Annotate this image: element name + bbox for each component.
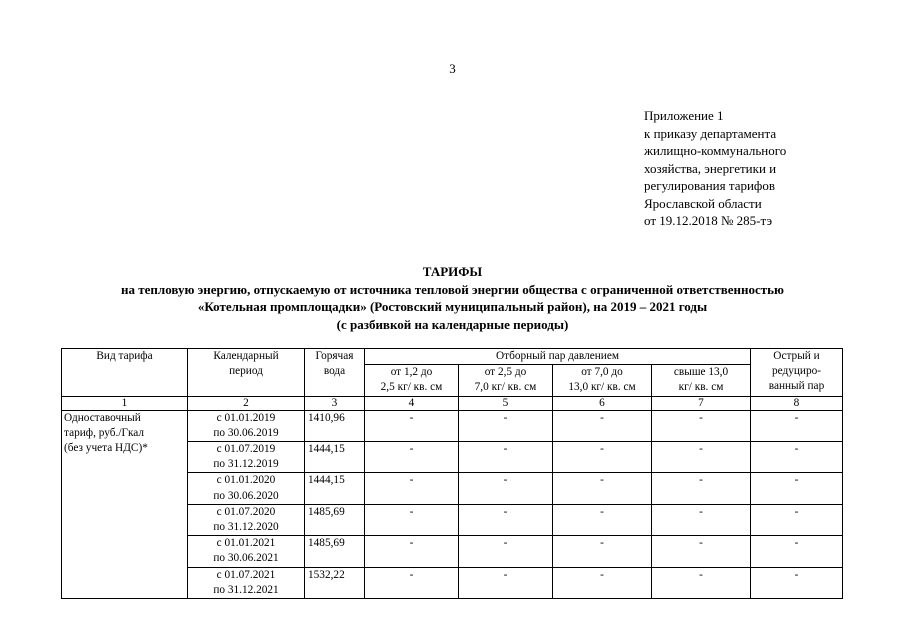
- column-number: 2: [188, 396, 305, 410]
- header-hot-water: Горячая вода: [305, 349, 365, 397]
- steam-4-cell: -: [652, 410, 751, 441]
- page-number: 3: [449, 61, 456, 76]
- title-line: «Котельная промплощадки» (Ростовский муниципальный район), на 2019 – 2021 годы: [197, 299, 708, 314]
- header-steam-2: от 2,5 до 7,0 кг/ кв. см: [459, 365, 553, 396]
- header-steam-group: Отборный пар давлением: [365, 349, 751, 365]
- appendix-line: к приказу департамента: [644, 125, 777, 141]
- steam-4-cell: -: [652, 473, 751, 504]
- sharp-steam-cell: -: [751, 442, 843, 473]
- steam-3-cell: -: [553, 567, 652, 598]
- header-sharp-steam: Острый и редуциро- ванный пар: [751, 349, 843, 397]
- table-row: [62, 410, 843, 441]
- column-number: 5: [459, 396, 553, 410]
- steam-4-cell: -: [652, 442, 751, 473]
- appendix-line: регулирования тарифов: [644, 178, 775, 193]
- steam-3-cell: -: [553, 504, 652, 535]
- steam-2-cell: -: [459, 473, 553, 504]
- sharp-steam-cell: -: [751, 536, 843, 567]
- sharp-steam-cell: -: [751, 567, 843, 598]
- hot-water-cell: 1485,69: [305, 504, 365, 535]
- header-steam-4: свыше 13,0 кг/ кв. см: [652, 365, 751, 396]
- period-cell: с 01.07.2020 по 31.12.2020: [188, 504, 305, 535]
- steam-1-cell: -: [365, 567, 459, 598]
- column-number: 6: [553, 396, 652, 410]
- sharp-steam-cell: -: [751, 410, 843, 441]
- title-line: (с разбивкой на календарные периоды): [336, 316, 569, 332]
- title-heading: ТАРИФЫ: [422, 264, 483, 279]
- period-cell: с 01.07.2021 по 31.12.2021: [188, 567, 305, 598]
- hot-water-cell: 1485,69: [305, 536, 365, 567]
- period-cell: с 01.07.2019 по 31.12.2019: [188, 442, 305, 473]
- hot-water-cell: 1444,15: [305, 442, 365, 473]
- column-number: 1: [62, 396, 188, 410]
- steam-1-cell: -: [365, 410, 459, 441]
- steam-1-cell: -: [365, 442, 459, 473]
- column-number-row: [62, 396, 843, 410]
- hot-water-cell: 1532,22: [305, 567, 365, 598]
- header-steam-3: от 7,0 до 13,0 кг/ кв. см: [553, 365, 652, 396]
- steam-2-cell: -: [459, 504, 553, 535]
- column-number: 8: [751, 396, 843, 410]
- steam-1-cell: -: [365, 536, 459, 567]
- steam-4-cell: -: [652, 567, 751, 598]
- header-period: Календарный период: [188, 349, 305, 397]
- header-row: [62, 349, 843, 365]
- appendix-line: хозяйства, энергетики и: [644, 160, 777, 176]
- steam-1-cell: -: [365, 504, 459, 535]
- steam-2-cell: -: [459, 567, 553, 598]
- steam-3-cell: -: [553, 442, 652, 473]
- appendix-block: [644, 107, 884, 230]
- steam-1-cell: -: [365, 473, 459, 504]
- steam-3-cell: -: [553, 473, 652, 504]
- tariff-label: Одноставочный тариф, руб./Гкал (без учета НДС)*: [62, 410, 188, 598]
- header-steam-1: от 1,2 до 2,5 кг/ кв. см: [365, 365, 459, 396]
- period-cell: с 01.01.2019 по 30.06.2019: [188, 410, 305, 441]
- hot-water-cell: 1444,15: [305, 473, 365, 504]
- sharp-steam-cell: -: [751, 473, 843, 504]
- steam-3-cell: -: [553, 536, 652, 567]
- steam-4-cell: -: [652, 504, 751, 535]
- steam-2-cell: -: [459, 442, 553, 473]
- document-title: [0, 263, 905, 333]
- column-number: 3: [305, 396, 365, 410]
- steam-2-cell: -: [459, 410, 553, 441]
- tariff-table: [61, 348, 843, 599]
- title-line: на тепловую энергию, отпускаемую от источника тепловой энергии общества с ограниченной ответственностью: [121, 281, 784, 297]
- appendix-line: Приложение 1: [644, 108, 724, 123]
- period-cell: с 01.01.2020 по 30.06.2020: [188, 473, 305, 504]
- sharp-steam-cell: -: [751, 504, 843, 535]
- steam-2-cell: -: [459, 536, 553, 567]
- period-cell: с 01.01.2021 по 30.06.2021: [188, 536, 305, 567]
- appendix-line: Ярославской области: [644, 195, 762, 211]
- appendix-line: жилищно-коммунального: [644, 143, 787, 158]
- hot-water-cell: 1410,96: [305, 410, 365, 441]
- header-tariff-type: Вид тарифа: [62, 349, 188, 397]
- column-number: 4: [365, 396, 459, 410]
- column-number: 7: [652, 396, 751, 410]
- steam-3-cell: -: [553, 410, 652, 441]
- steam-4-cell: -: [652, 536, 751, 567]
- appendix-line: от 19.12.2018 № 285-тэ: [644, 213, 773, 228]
